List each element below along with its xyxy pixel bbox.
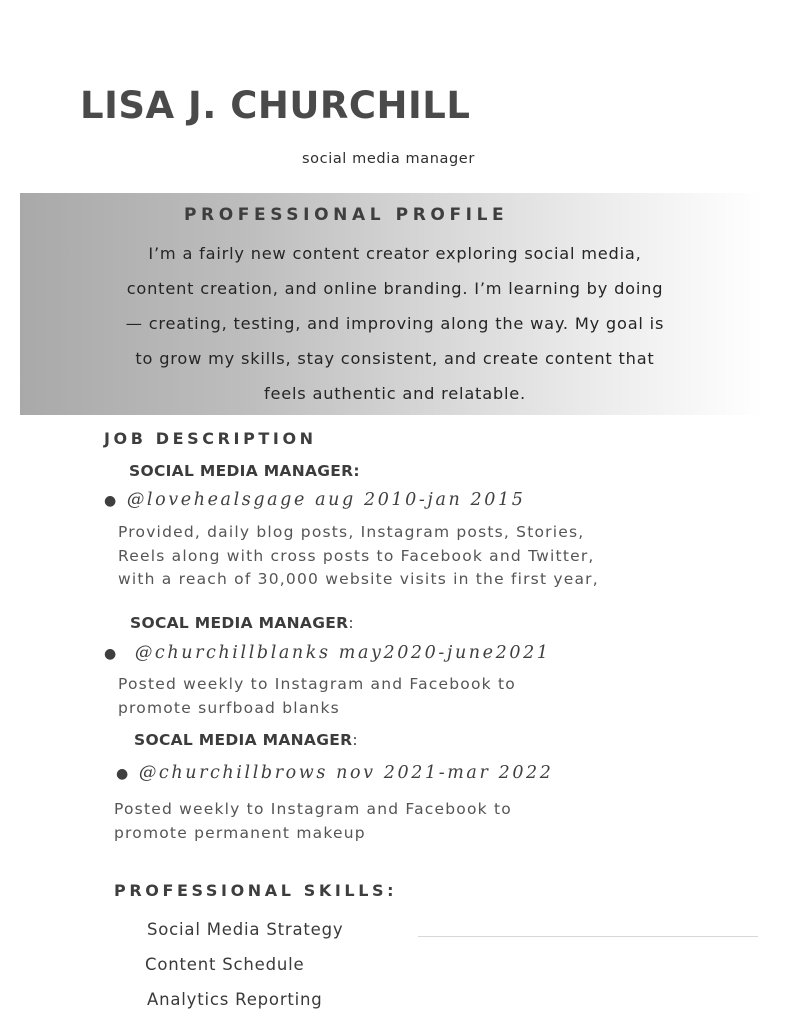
divider-line: [418, 936, 758, 937]
job-2-description: [118, 673, 516, 720]
skill-item: Social Media Strategy: [147, 920, 344, 939]
job-handle: @churchillblanks may2020-june2021: [134, 643, 551, 663]
job-handle: @churchillbrows nov 2021-mar 2022: [138, 763, 554, 783]
profile-line: to grow my skills, stay consistent, and create content that: [135, 349, 655, 368]
job-desc-line: Reels along with cross posts to Facebook and Twitter,: [118, 546, 595, 565]
job-handle: @lovehealsgage aug 2010-jan 2015: [126, 490, 526, 510]
job-desc-line: Posted weekly to Instagram and Facebook to: [118, 675, 516, 693]
profile-paragraph: [92, 236, 698, 411]
bullet-icon: ●: [104, 646, 119, 662]
bullet-icon: ●: [104, 493, 119, 509]
profile-line: — creating, testing, and improving along the way. My goal is: [125, 314, 665, 333]
job-desc-line: with a reach of 30,000 website visits in the first year,: [118, 570, 599, 588]
job-desc-line: promote surfboad blanks: [118, 698, 340, 717]
skill-item: Content Schedule: [145, 955, 305, 974]
profile-section-title: PROFESSIONAL PROFILE: [184, 205, 509, 225]
job-3-title: [134, 731, 358, 749]
profile-line: feels authentic and relatable.: [263, 384, 526, 403]
job-title-colon: :: [348, 614, 354, 632]
profile-line: I’m a fairly new content creator exploring social media,: [148, 244, 642, 263]
job-3-description: [114, 798, 512, 845]
job-2-handle-line: [104, 643, 551, 663]
skills-section-title: PROFESSIONAL SKILLS:: [114, 881, 398, 900]
job-desc-line: promote permanent makeup: [114, 823, 366, 842]
job-2-title: [130, 614, 354, 632]
job-1-handle-line: [104, 490, 525, 510]
skill-item: Analytics Reporting: [147, 990, 323, 1009]
job-title-text: SOCAL MEDIA MANAGER: [130, 614, 349, 632]
job-1-description: [118, 521, 599, 592]
bullet-icon: ●: [116, 766, 131, 782]
job-section-title: JOB DESCRIPTION: [104, 429, 317, 448]
profile-line: content creation, and online branding. I’m learning by doing: [126, 279, 664, 298]
resume-subtitle: social media manager: [302, 151, 475, 167]
job-desc-line: Posted weekly to Instagram and Facebook to: [114, 800, 512, 818]
job-title-text: SOCIAL MEDIA MANAGER:: [129, 462, 360, 480]
job-title-colon: :: [352, 731, 358, 749]
job-1-title: [129, 462, 360, 480]
job-3-handle-line: [116, 763, 554, 783]
resume-name: LISA J. CHURCHILL: [80, 84, 471, 127]
job-title-text: SOCAL MEDIA MANAGER: [134, 731, 353, 749]
job-desc-line: Provided, daily blog posts, Instagram posts, Stories,: [118, 523, 585, 541]
